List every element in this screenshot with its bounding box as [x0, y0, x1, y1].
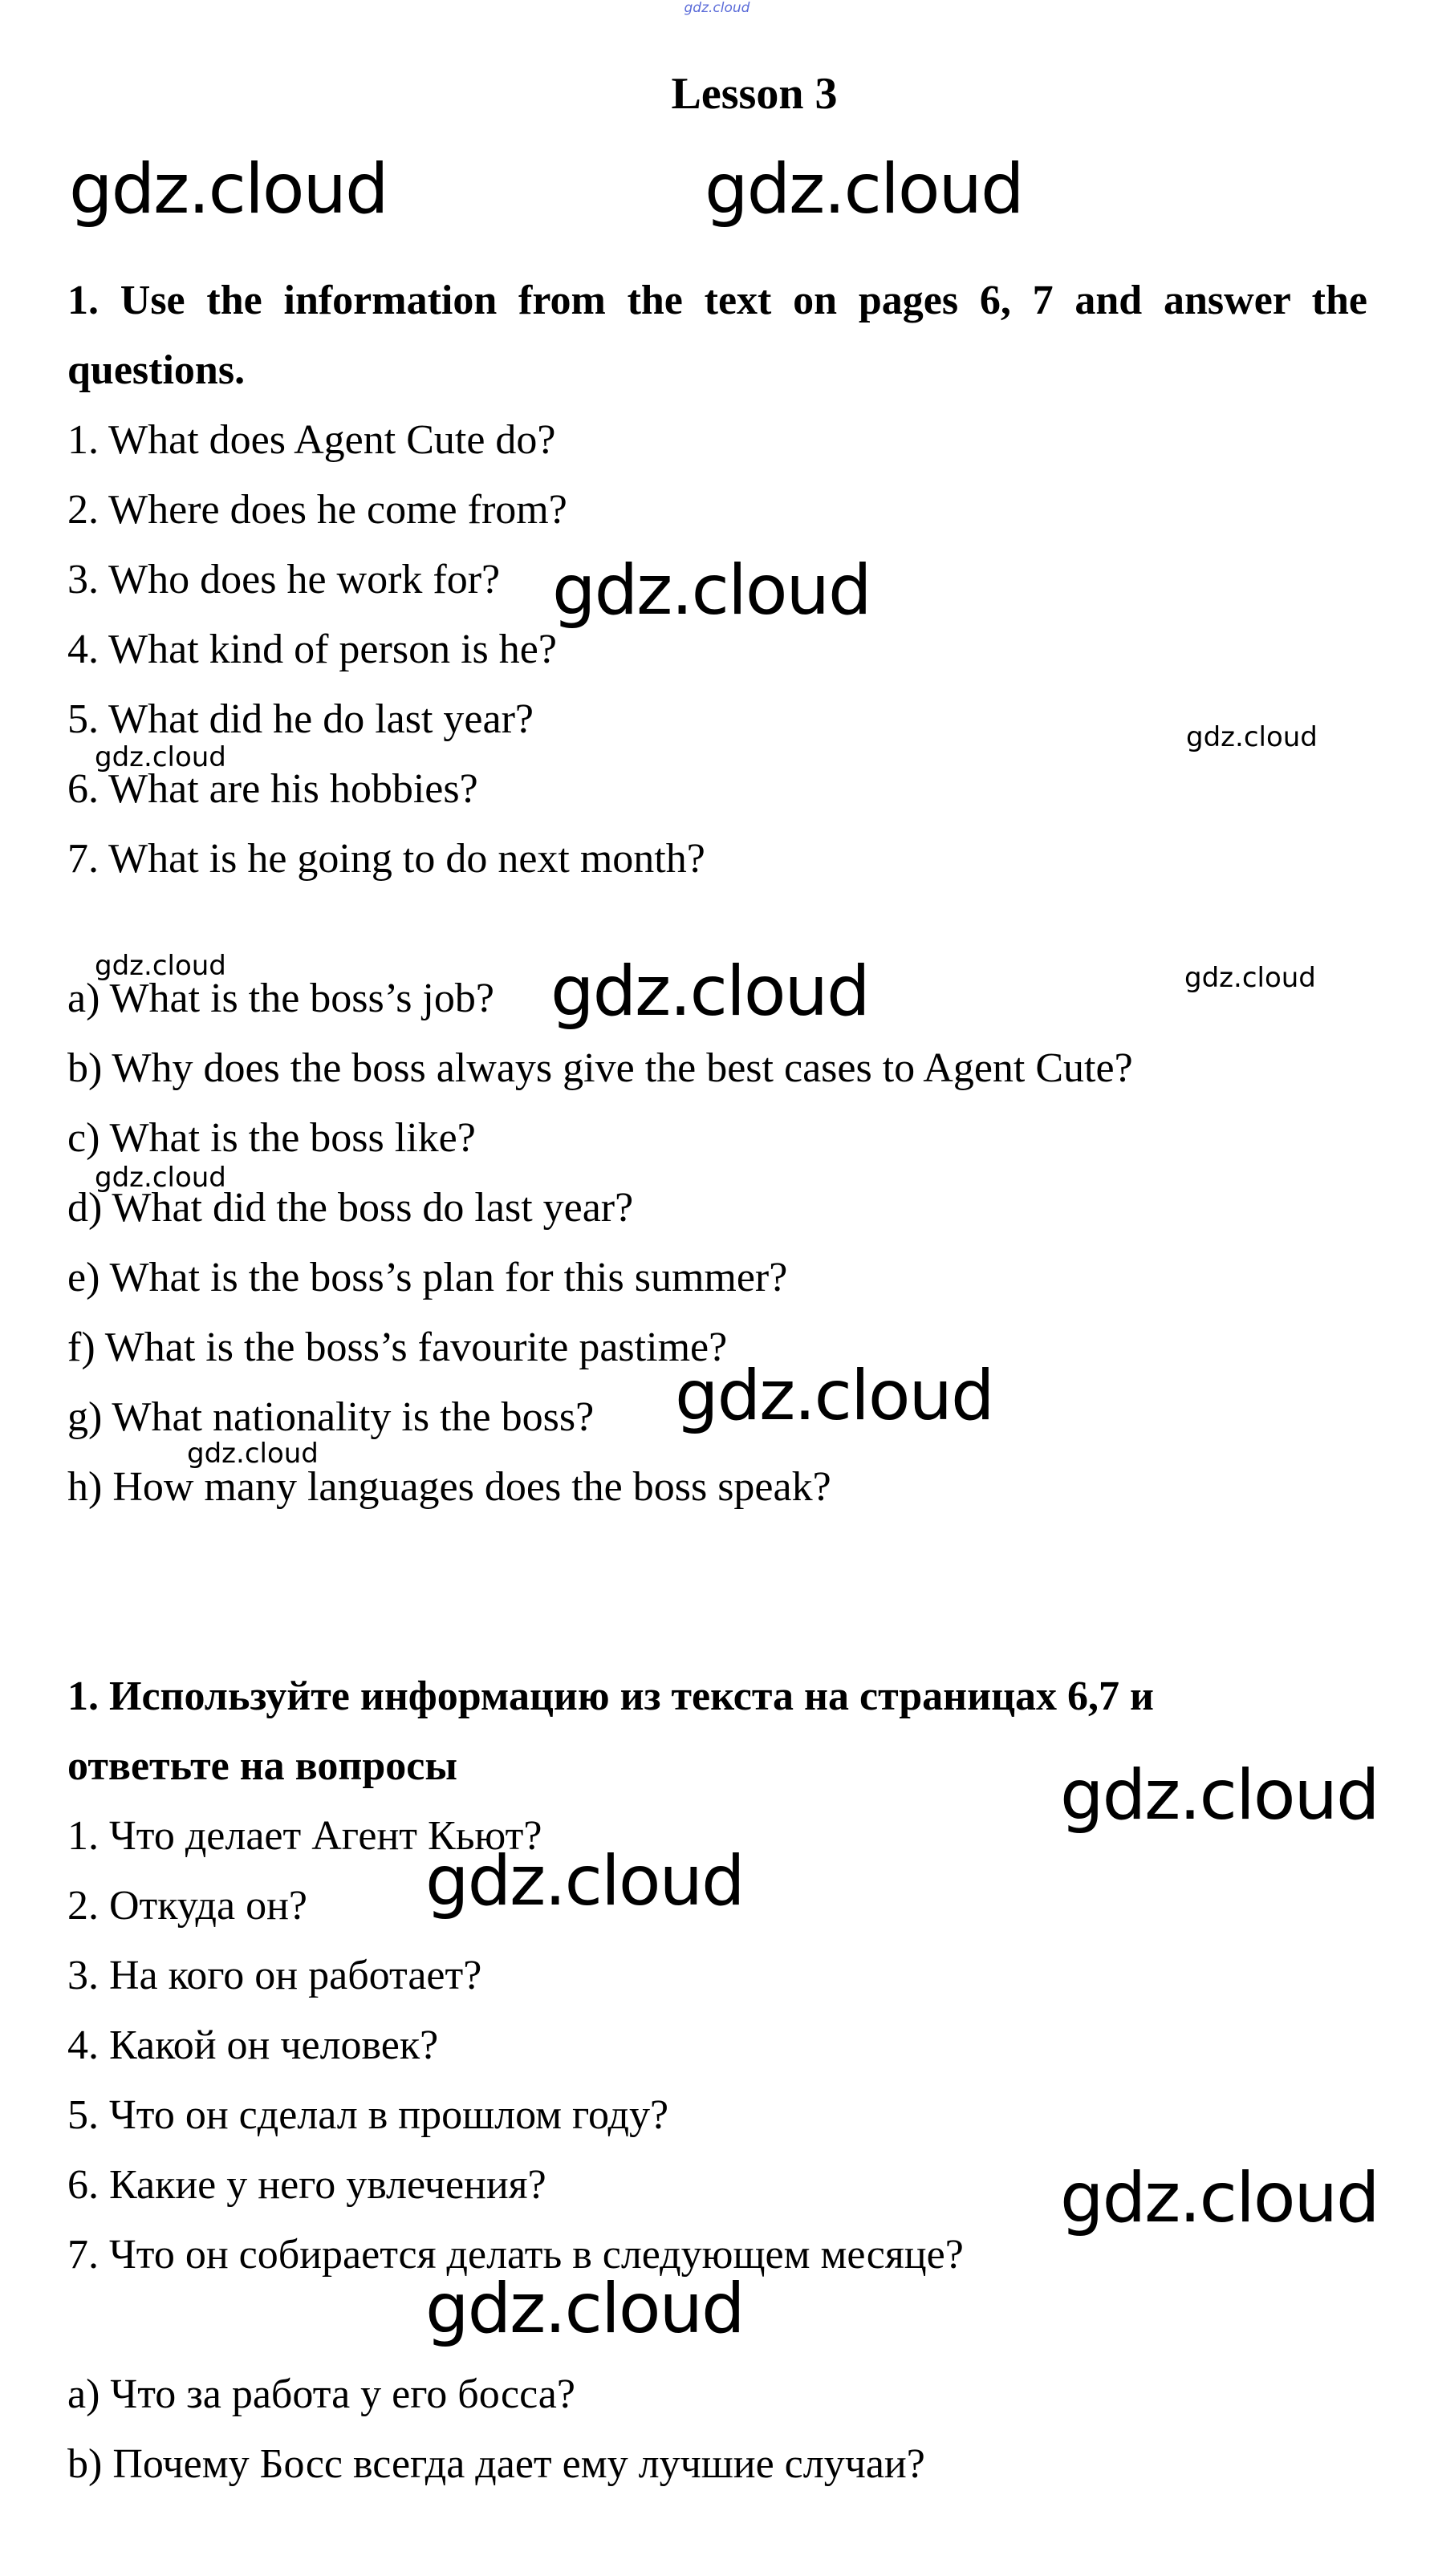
boss-question-en-c: c) What is the boss like? [67, 1115, 476, 1161]
watermark: gdz.cloud [675, 1356, 993, 1436]
watermark: gdz.cloud [1184, 962, 1316, 994]
lesson-title: Lesson 3 [671, 69, 838, 119]
boss-question-en-b: b) Why does the boss always give the best cases to Agent Cute? [67, 1045, 1133, 1091]
task-heading-en-line2: questions. [67, 347, 246, 393]
watermark: gdz.cloud [425, 2269, 744, 2349]
watermark: gdz.cloud [550, 951, 869, 1032]
boss-question-en-e: e) What is the boss’s plan for this summer? [67, 1255, 788, 1300]
question-en-5: 5. What did he do last year? [67, 696, 534, 742]
boss-question-en-d: d) What did the boss do last year? [67, 1185, 634, 1231]
boss-question-en-h: h) How many languages does the boss speak? [67, 1464, 831, 1510]
question-ru-5: 5. Что он сделал в прошлом году? [67, 2092, 669, 2138]
boss-question-ru-a: a) Что за работа у его босса? [67, 2371, 575, 2417]
question-en-6: 6. What are his hobbies? [67, 766, 478, 812]
watermark: gdz.cloud [187, 1438, 319, 1470]
watermark: gdz.cloud [95, 1162, 226, 1194]
watermark: gdz.cloud [1060, 1755, 1379, 1836]
question-en-2: 2. Where does he come from? [67, 487, 567, 533]
watermark: gdz.cloud [1186, 721, 1318, 753]
question-en-7: 7. What is he going to do next month? [67, 836, 705, 882]
watermark: gdz.cloud [705, 149, 1023, 229]
task-heading-ru-line2: ответьте на вопросы [67, 1743, 457, 1789]
watermark: gdz.cloud [95, 741, 226, 773]
question-ru-3: 3. На кого он работает? [67, 1953, 482, 1998]
task-heading-ru-line1: 1. Используйте информацию из текста на страницах 6,7 и [67, 1673, 1155, 1719]
question-ru-4: 4. Какой он человек? [67, 2022, 439, 2068]
boss-question-en-f: f) What is the boss’s favourite pastime? [67, 1325, 728, 1370]
watermark: gdz.cloud [425, 1841, 744, 1921]
watermark: gdz.cloud [1060, 2158, 1379, 2238]
question-en-1: 1. What does Agent Cute do? [67, 417, 556, 463]
question-ru-7: 7. Что он собирается делать в следующем месяце? [67, 2232, 964, 2278]
question-en-4: 4. What kind of person is he? [67, 627, 557, 672]
boss-question-en-a: a) What is the boss’s job? [67, 976, 494, 1021]
site-mark: gdz.cloud [684, 0, 750, 16]
question-ru-1: 1. Что делает Агент Кьют? [67, 1813, 542, 1859]
question-ru-2: 2. Откуда он? [67, 1883, 307, 1929]
question-ru-6: 6. Какие у него увлечения? [67, 2162, 546, 2208]
watermark: gdz.cloud [69, 149, 388, 229]
task-heading-en-line1: 1. Use the information from the text on pages 6, 7 and answer the [67, 278, 1367, 323]
boss-question-ru-b: b) Почему Босс всегда дает ему лучшие случаи? [67, 2441, 925, 2487]
question-en-3: 3. Who does he work for? [67, 557, 501, 602]
watermark: gdz.cloud [95, 950, 226, 982]
watermark: gdz.cloud [552, 550, 871, 631]
boss-question-en-g: g) What nationality is the boss? [67, 1394, 595, 1440]
